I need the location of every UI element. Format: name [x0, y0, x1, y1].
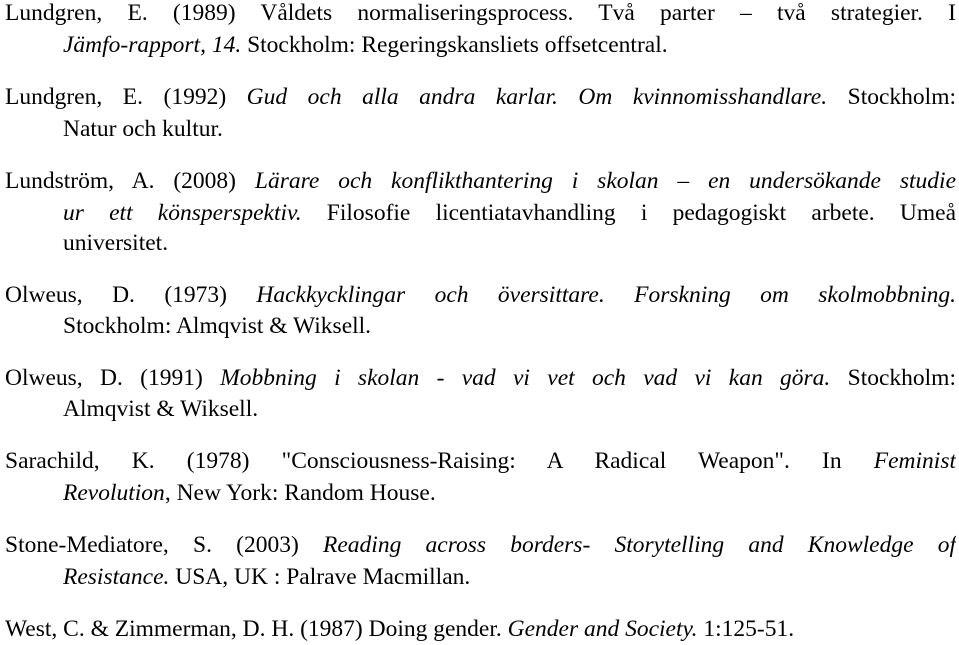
reference-text: Stockholm: Almqvist & Wiksell.: [63, 313, 372, 339]
reference-lundgren-1989-line-1: [5, 0, 956, 28]
reference-text: Almqvist & Wiksell.: [63, 396, 259, 422]
reference-text: Filosofie licentiatavhandling i pedagogiskt arbete. Umeå: [301, 200, 956, 226]
reference-text: West, C. & Zimmerman, D. H. (1987) Doing gender.: [5, 616, 508, 642]
reference-title: Gud och alla andra karlar. Om kvinnomisshandlare.: [246, 84, 828, 110]
reference-lundstrom-2008-line-3: [63, 228, 956, 258]
reference-text: Sarachild, K. (1978) "Consciousness-Raising: A Radical Weapon". In: [5, 448, 874, 474]
reference-title: Mobbning i skolan - vad vi vet och vad vi kan göra.: [220, 365, 831, 391]
reference-text: , New York: Random House.: [164, 480, 436, 506]
reference-lundgren-1992-line-1: [5, 82, 956, 112]
reference-text: Stockholm: Regeringskansliets offsetcentral.: [241, 32, 668, 58]
reference-olweus-1991-line-2: [63, 394, 956, 424]
reference-olweus-1973-line-2: [63, 311, 956, 341]
reference-text: Lundström, A. (2008): [5, 168, 255, 194]
reference-west-zimmerman-1987-line-1: [5, 614, 956, 644]
reference-lundgren-1989-line-2: [63, 30, 956, 60]
reference-title: Revolution: [63, 480, 165, 506]
reference-text: Stockholm:: [830, 365, 956, 391]
reference-stone-mediatore-2003-line-1: [5, 530, 956, 560]
reference-title: Lärare och konflikthantering i skolan – en undersökande studie: [254, 168, 956, 194]
reference-olweus-1991-line-1: [5, 363, 956, 393]
reference-text: Olweus, D. (1991): [5, 365, 221, 391]
reference-lundstrom-2008-line-2: [63, 198, 956, 228]
reference-olweus-1973-line-1: [5, 280, 956, 310]
reference-title: Feminist: [873, 448, 956, 474]
reference-title: ur ett könsperspektiv.: [63, 200, 302, 226]
reference-text: Stockholm:: [827, 84, 956, 110]
reference-text: 1:125-51.: [697, 616, 795, 642]
reference-stone-mediatore-2003-line-2: [63, 562, 956, 592]
reference-text: universitet.: [63, 230, 169, 256]
reference-title: Jämfo-rapport, 14.: [63, 32, 242, 58]
reference-title: Hackkycklingar och översittare. Forskning om skolmobbning.: [256, 282, 956, 308]
reference-text: USA, UK : Palrave Macmillan.: [169, 564, 471, 590]
reference-text: Olweus, D. (1973): [5, 282, 257, 308]
reference-title: Gender and Society.: [507, 616, 698, 642]
reference-sarachild-1978-line-2: [63, 478, 956, 508]
reference-text: Stone-Mediatore, S. (2003): [5, 532, 323, 558]
reference-text: Lundgren, E. (1989) Våldets normaliseringsprocess. Två parter – två strategier. I: [5, 0, 956, 26]
reference-lundgren-1992-line-2: [63, 114, 956, 144]
reference-title: Reading across borders- Storytelling and Knowledge of: [323, 532, 956, 558]
reference-text: Lundgren, E. (1992): [5, 84, 247, 110]
reference-title: Resistance.: [63, 564, 170, 590]
reference-lundstrom-2008-line-1: [5, 166, 956, 196]
reference-text: Natur och kultur.: [63, 116, 223, 142]
reference-sarachild-1978-line-1: [5, 446, 956, 476]
